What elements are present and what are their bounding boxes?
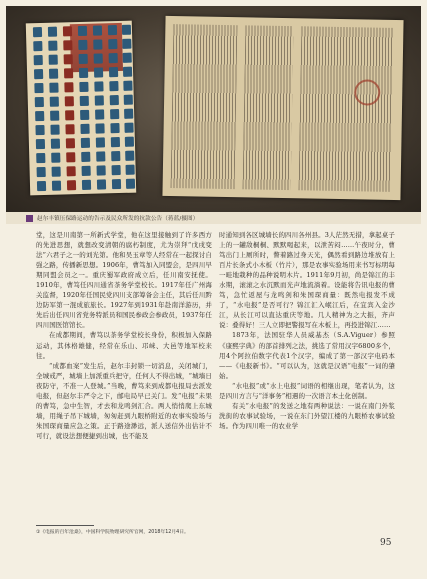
paragraph: 堂，这是川南第一所新式学堂，他在这里接触到了许多西方的先进思想，就想改变清朝的腐朽制度，尤为崇拜“戊戌变法”六君子之一的刘光第。他和吴玉章等人经常在一起探讨自强之路，传播新思想。1906年，曹笃加入同盟会，是四川早期同盟会员之一。重庆蜀军政府成立后，任川南安抚使。1910年，曹笃任四川通省茶务学堂校长。1917年任广州海关监督，1920年任国民党四川支部筹备会主任，其后任川黔边防军第一混成旅旅长。1927年到1931年赴南洋游历，并先后出任四川省党务特派员和国民参政会参政员，1937年任四川国医馆馆长。 [36, 231, 212, 330]
paragraph: 1873年，法国驻华人员威基杰（S.A.Viguer）参照《康熙字典》的部首排列之法，挑选了常用汉字6800多个，用4个阿拉伯数字代表1个汉字，编成了第一部汉字电码本——《电报新书》。“可以认为，这就是汉语“电报”一词的肇始。 [219, 331, 395, 380]
caption-text: 赵尔丰镇压保路运动的告示及民众所发的抗款公告（蒋蓝/摄图） [37, 216, 199, 222]
body-column-left [36, 230, 212, 441]
paragraph: 时通知到各区城墙长的四川各州县。3人茫然无措，拿起桌子上的一罐敌桐桐、默默喝起来，以泄苦闷……午夜时分，曹笃出门上厕所时，瞥着路过身天光，偶然看到路边堆放有上百片长条式小木板（竹片），那是农事实验场用来书写标明每一畦地栽种的品种说明木片。1911年9月初，尚是锦江的丰水期，滚滚之水沉默而光声地流淌着。设能将告讯电报的曹笃，急忙返屋与龙鸣剑和朱国琛商量：既然电报发不成了，“水电报”是否可行？锦江汇入岷江后，在宜宾入金沙江，从长江可以直达重庆等地。几人精神为之大振，齐声说：叠得好！三人立即把警报写在木板上，再投进锦江…… [219, 231, 395, 330]
proclamation-banner-image [26, 21, 136, 196]
public-notice-document-image [162, 16, 403, 200]
page-number: 95 [380, 538, 392, 548]
photograph [6, 6, 421, 212]
caption-marker-icon [26, 215, 33, 222]
photo-caption [6, 212, 421, 224]
body-column-right [219, 230, 395, 431]
paragraph: 在成都期间，曹笃以茶务学堂校长身份，积极加入保路运动，其体格雄健，经常在乐山、邛崃、大邑等地军校来往。 [36, 331, 212, 360]
paragraph: 有关“水电报”的发送之地有两种说法：一说在南门外浆洗街的农事试验场，一说在东门外望江楼的九眼桥农事试验场。作为四川唯一的农业学 [219, 401, 395, 430]
footnote: ①《电报的百年沧桑》，中国科学院物理研究所官网，2018年12月4日。 [36, 530, 189, 535]
paragraph: “成都血案”发生后，赵尔丰封锁一切消息，关闭城门，全城戒严，城墙上加派重兵把守，任何人不得出城，“城墙日夜防守，不准一人登城。”当晚，曹笃来到成都电报局去派发电报，但赵尔丰严令之下，邮电局早已关门。发“电报”未果的曹笃，急中生智，才去和龙鸣剑汇合。两人悄悄爬上东城墙，用绳子吊下城墙，匆匆赶到九眼桥附近的农事实验场与朱国琛商量应急之策。正于路途渺远，派人送信外出估计不可行，就设法想便捷到出城，也不能及 [36, 361, 212, 440]
footnote-divider [36, 525, 94, 526]
paragraph: “水电报”或“水上电报”词语的相继出现，笔者认为，这是四川方言与“洋事务”相遇的一次语言本土化创制。 [219, 381, 395, 400]
